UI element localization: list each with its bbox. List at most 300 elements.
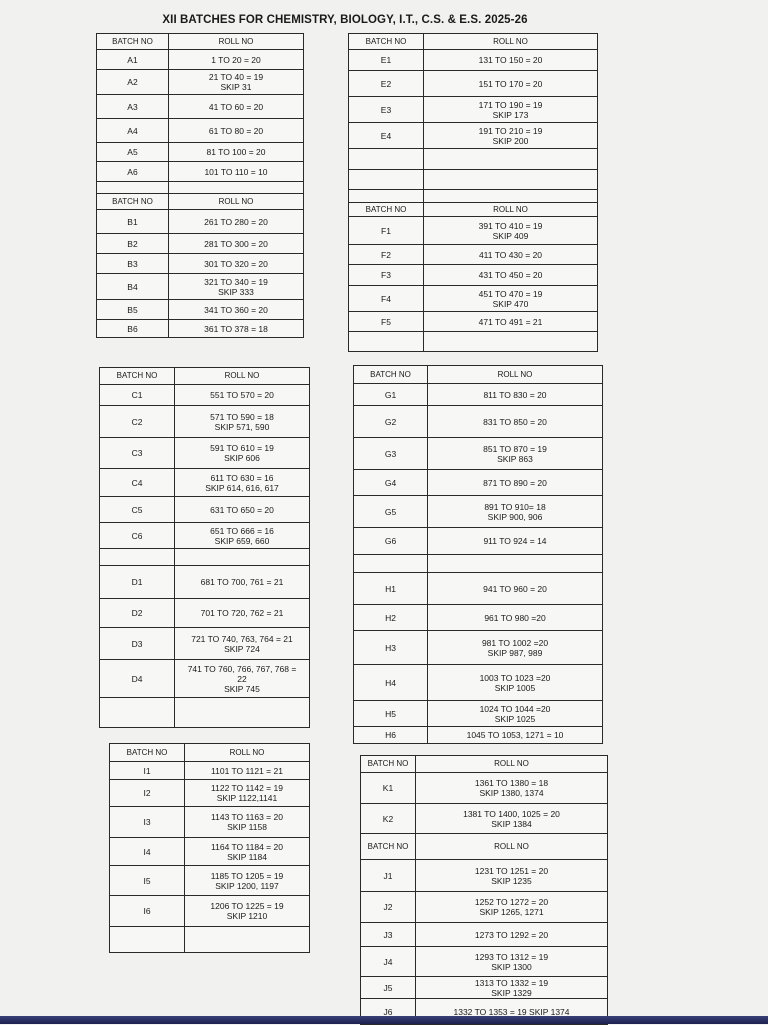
roll-range: 1206 TO 1225 = 19 xyxy=(210,901,284,911)
roll-range: 871 TO 890 = 20 xyxy=(483,477,547,488)
table-header-row xyxy=(349,34,598,50)
skip-note: SKIP 571, 590 xyxy=(214,421,270,432)
roll-range: 1045 TO 1053, 1271 = 10 xyxy=(466,730,564,740)
batch-code: I4 xyxy=(143,846,151,857)
skip-note: SKIP 900, 906 xyxy=(487,511,543,522)
batch-cell xyxy=(349,286,424,312)
batch-code: J2 xyxy=(383,902,393,912)
roll-range: 131 TO 150 = 20 xyxy=(478,55,543,65)
header-batch-no xyxy=(97,34,169,50)
table-row xyxy=(349,312,598,332)
roll-cell xyxy=(169,143,304,162)
batch-cell xyxy=(97,182,169,194)
table-row xyxy=(361,923,608,947)
batch-code: K2 xyxy=(382,813,394,824)
batch-code: G4 xyxy=(384,477,397,488)
table-row xyxy=(354,528,603,555)
skip-note: SKIP 1265, 1271 xyxy=(479,907,544,917)
roll-range: 341 TO 360 = 20 xyxy=(204,304,268,315)
batch-code: D4 xyxy=(131,673,143,684)
table-row xyxy=(100,438,310,469)
batch-cell xyxy=(354,496,428,528)
batch-table-g-h xyxy=(353,365,603,744)
roll-cell xyxy=(424,312,598,332)
batch-code: K1 xyxy=(382,783,394,793)
table-row xyxy=(100,469,310,497)
batch-cell xyxy=(110,866,185,896)
batch-cell xyxy=(354,665,428,701)
batch-cell xyxy=(361,892,416,923)
batch-code: G1 xyxy=(384,389,397,400)
batch-code: I6 xyxy=(143,906,151,916)
table-row xyxy=(97,210,304,234)
roll-cell xyxy=(416,977,608,999)
roll-cell xyxy=(428,470,603,496)
batch-table-e-f xyxy=(348,33,598,352)
table-row xyxy=(349,245,598,265)
batch-code: B4 xyxy=(127,281,138,292)
batch-code: D2 xyxy=(131,608,143,618)
batch-cell xyxy=(354,406,428,438)
batch-cell xyxy=(100,698,175,728)
skip-note: SKIP 863 xyxy=(497,453,533,464)
batch-code: H4 xyxy=(385,677,396,688)
batch-code: A3 xyxy=(127,101,138,112)
batch-code: A2 xyxy=(127,77,138,87)
batch-table-k-j xyxy=(360,755,608,1025)
batch-code: A6 xyxy=(127,166,138,177)
table-row xyxy=(100,660,310,698)
batch-code: H3 xyxy=(385,642,396,653)
roll-range: 651 TO 666 = 16 xyxy=(210,525,274,536)
batch-code: J3 xyxy=(383,929,393,940)
table-row xyxy=(97,162,304,182)
roll-range: 631 TO 650 = 20 xyxy=(210,504,274,515)
table-row xyxy=(354,496,603,528)
batch-code: H6 xyxy=(385,730,396,740)
table-row xyxy=(97,320,304,338)
batch-code: E4 xyxy=(380,130,392,141)
batch-cell xyxy=(361,860,416,892)
table-row xyxy=(349,286,598,312)
roll-range: 81 TO 100 = 20 xyxy=(206,147,266,157)
batch-cell xyxy=(354,555,428,573)
table-row xyxy=(100,628,310,660)
roll-cell xyxy=(428,438,603,470)
batch-table-c-d xyxy=(99,367,310,728)
table-row xyxy=(361,892,608,923)
batch-code: I3 xyxy=(143,817,151,827)
roll-cell xyxy=(175,549,310,566)
roll-cell xyxy=(185,780,310,807)
roll-cell xyxy=(416,947,608,977)
batch-code: A4 xyxy=(127,125,138,136)
batch-cell xyxy=(349,190,424,203)
table-row xyxy=(97,274,304,300)
table-row xyxy=(110,838,310,866)
batch-cell xyxy=(354,438,428,470)
roll-range-continued: 22 xyxy=(237,673,247,684)
roll-cell xyxy=(428,665,603,701)
batch-code: J6 xyxy=(383,1006,393,1017)
table-row xyxy=(349,71,598,97)
roll-cell xyxy=(175,385,310,406)
batch-code: J1 xyxy=(383,870,393,881)
batch-cell xyxy=(97,162,169,182)
roll-range: 361 TO 378 = 18 xyxy=(204,323,268,334)
table-row xyxy=(110,762,310,780)
header-batch-no xyxy=(354,366,428,384)
roll-cell xyxy=(424,286,598,312)
table-row xyxy=(361,860,608,892)
table-row xyxy=(100,406,310,438)
skip-note: SKIP 1235 xyxy=(491,875,532,886)
roll-cell xyxy=(428,528,603,555)
table-row xyxy=(354,384,603,406)
batch-cell xyxy=(361,804,416,834)
batch-cell xyxy=(100,628,175,660)
roll-cell xyxy=(185,762,310,780)
roll-range: 61 TO 80 = 20 xyxy=(208,125,264,136)
roll-cell xyxy=(424,245,598,265)
header-roll-no xyxy=(169,34,304,50)
batch-cell xyxy=(354,701,428,727)
batch-cell xyxy=(349,149,424,170)
roll-range: 831 TO 850 = 20 xyxy=(483,416,547,427)
batch-code: G6 xyxy=(384,536,397,546)
roll-cell xyxy=(428,605,603,631)
header-roll-no xyxy=(175,368,310,385)
batch-cell xyxy=(349,97,424,123)
batch-cell xyxy=(354,605,428,631)
skip-note: SKIP 333 xyxy=(218,286,254,297)
header-batch-no xyxy=(349,203,424,217)
batch-cell xyxy=(100,660,175,698)
batch-cell xyxy=(349,123,424,149)
roll-cell xyxy=(424,71,598,97)
header-roll-no xyxy=(428,366,603,384)
roll-range: 741 TO 760, 766, 767, 768 = xyxy=(187,663,297,674)
table-row xyxy=(354,665,603,701)
table-row xyxy=(97,50,304,70)
batch-cell xyxy=(100,469,175,497)
batch-code: F1 xyxy=(381,225,391,236)
batch-cell xyxy=(97,95,169,119)
batch-code: G3 xyxy=(384,448,397,459)
roll-range: 551 TO 570 = 20 xyxy=(210,390,274,400)
table-row xyxy=(349,265,598,286)
table-row-empty xyxy=(100,698,310,728)
roll-cell xyxy=(169,95,304,119)
batch-code: F2 xyxy=(381,249,391,260)
skip-note: SKIP 606 xyxy=(224,453,260,463)
skip-note: SKIP 659, 660 xyxy=(214,535,270,546)
batch-code: C6 xyxy=(131,530,143,541)
table-row-empty xyxy=(349,332,598,352)
header-batch-no xyxy=(97,194,169,210)
table-row xyxy=(110,780,310,807)
roll-range: 1185 TO 1205 = 19 xyxy=(210,870,284,881)
roll-cell xyxy=(175,523,310,549)
batch-code: D3 xyxy=(131,638,143,649)
roll-no-heading: ROLL NO xyxy=(493,204,528,214)
skip-note: SKIP 1384 xyxy=(491,818,532,829)
roll-cell xyxy=(416,892,608,923)
batch-no-heading: BATCH NO xyxy=(365,204,407,214)
roll-cell xyxy=(428,384,603,406)
batch-cell xyxy=(97,70,169,95)
skip-note: SKIP 1184 xyxy=(227,851,267,862)
batch-cell xyxy=(97,210,169,234)
roll-cell xyxy=(424,332,598,352)
batch-code: B6 xyxy=(127,323,138,334)
roll-cell xyxy=(428,496,603,528)
roll-cell xyxy=(169,300,304,320)
header-roll-no xyxy=(169,194,304,210)
roll-cell xyxy=(175,566,310,599)
roll-cell xyxy=(169,254,304,274)
batch-cell xyxy=(349,71,424,97)
roll-range: 471 TO 491 = 21 xyxy=(478,316,543,327)
roll-range: 941 TO 960 = 20 xyxy=(483,583,547,594)
roll-no-heading: ROLL NO xyxy=(493,36,528,46)
batch-cell xyxy=(110,807,185,838)
header-batch-no xyxy=(361,756,416,773)
roll-cell xyxy=(416,773,608,804)
roll-cell xyxy=(169,70,304,95)
batch-table-a-b xyxy=(96,33,304,338)
roll-cell xyxy=(185,838,310,866)
table-row-empty xyxy=(110,927,310,953)
table-row xyxy=(97,143,304,162)
roll-range: 191 TO 210 = 19 xyxy=(478,125,543,136)
batch-cell xyxy=(100,385,175,406)
table-row xyxy=(97,95,304,119)
roll-no-heading: ROLL NO xyxy=(497,369,533,379)
table-row xyxy=(354,573,603,605)
batch-cell xyxy=(361,773,416,804)
batch-code: B3 xyxy=(127,258,138,269)
roll-range: 1101 TO 1121 = 21 xyxy=(211,765,283,776)
roll-no-heading: ROLL NO xyxy=(218,196,254,206)
roll-cell xyxy=(175,438,310,469)
table-row xyxy=(100,497,310,523)
roll-cell xyxy=(169,162,304,182)
page-title: XII BATCHES FOR CHEMISTRY, BIOLOGY, I.T., C.S. & E.S. 2025-26 xyxy=(162,14,528,26)
roll-range: 891 TO 910= 18 xyxy=(484,501,546,512)
batch-cell xyxy=(100,599,175,628)
roll-range: 431 TO 450 = 20 xyxy=(478,270,543,280)
table-row xyxy=(349,97,598,123)
batch-code: E2 xyxy=(380,78,392,89)
roll-cell xyxy=(428,701,603,727)
batch-code: C1 xyxy=(131,390,143,400)
batch-code: C5 xyxy=(131,504,143,515)
roll-range: 981 TO 1002 =20 xyxy=(481,637,549,648)
table-row-empty xyxy=(349,149,598,170)
roll-cell xyxy=(175,698,310,728)
table-row xyxy=(354,406,603,438)
table-row xyxy=(361,947,608,977)
batch-code: J5 xyxy=(383,982,393,993)
table-row xyxy=(97,119,304,143)
roll-cell xyxy=(428,555,603,573)
roll-range: 261 TO 280 = 20 xyxy=(204,216,268,227)
roll-range: 1122 TO 1142 = 19 xyxy=(211,783,283,793)
batch-code: C2 xyxy=(131,416,143,427)
roll-range: 1003 TO 1023 =20 xyxy=(479,672,551,683)
roll-cell xyxy=(428,406,603,438)
roll-cell xyxy=(424,190,598,203)
roll-range: 301 TO 320 = 20 xyxy=(204,258,268,269)
header-batch-no xyxy=(361,834,416,860)
batch-cell xyxy=(349,265,424,286)
batch-code: H1 xyxy=(385,583,396,594)
roll-range: 1 TO 20 = 20 xyxy=(211,54,261,65)
batch-cell xyxy=(361,923,416,947)
roll-range: 811 TO 830 = 20 xyxy=(483,389,547,400)
roll-range: 1381 TO 1400, 1025 = 20 xyxy=(463,808,560,819)
skip-note: SKIP 1158 xyxy=(227,822,267,832)
batch-cell xyxy=(110,762,185,780)
table-row xyxy=(349,217,598,245)
batch-no-heading: BATCH NO xyxy=(112,36,153,46)
roll-range: 1231 TO 1251 = 20 xyxy=(474,865,549,876)
batch-code: F5 xyxy=(381,316,391,327)
table-header-row xyxy=(97,34,304,50)
batch-cell xyxy=(349,332,424,352)
batch-cell xyxy=(100,549,175,566)
table-row-empty xyxy=(100,549,310,566)
roll-range: 961 TO 980 =20 xyxy=(484,612,546,623)
batch-no-heading: BATCH NO xyxy=(367,841,409,851)
roll-range: 1361 TO 1380 = 18 xyxy=(474,778,549,788)
roll-range: 1164 TO 1184 = 20 xyxy=(211,841,283,852)
roll-range: 391 TO 410 = 19 xyxy=(478,220,543,231)
table-row xyxy=(100,566,310,599)
table-row xyxy=(100,599,310,628)
roll-cell xyxy=(424,217,598,245)
table-header-row xyxy=(361,834,608,860)
roll-cell xyxy=(169,274,304,300)
roll-cell xyxy=(428,631,603,665)
batch-no-heading: BATCH NO xyxy=(365,36,407,46)
batch-cell xyxy=(361,947,416,977)
batch-code: A1 xyxy=(127,54,138,65)
batch-code: B2 xyxy=(127,238,138,249)
roll-range: 41 TO 60 = 20 xyxy=(208,101,264,112)
table-row xyxy=(361,773,608,804)
roll-range: 281 TO 300 = 20 xyxy=(204,238,268,249)
roll-range: 571 TO 590 = 18 xyxy=(210,411,274,422)
batch-cell xyxy=(97,300,169,320)
skip-note: SKIP 1329 xyxy=(491,987,532,998)
batch-code: I5 xyxy=(143,875,151,886)
roll-range: 1024 TO 1044 =20 xyxy=(479,703,551,714)
header-batch-no xyxy=(349,34,424,50)
roll-range: 1252 TO 1272 = 20 xyxy=(474,897,549,907)
batch-cell xyxy=(110,896,185,927)
batch-code: F3 xyxy=(381,270,391,280)
batch-code: I2 xyxy=(143,788,151,798)
batch-no-heading: BATCH NO xyxy=(370,369,411,379)
roll-no-heading: ROLL NO xyxy=(229,747,265,757)
batch-code: C3 xyxy=(131,448,143,458)
roll-no-heading: ROLL NO xyxy=(224,371,260,380)
batch-code: H2 xyxy=(385,612,396,623)
batch-cell xyxy=(349,217,424,245)
batch-cell xyxy=(97,274,169,300)
roll-cell xyxy=(175,469,310,497)
roll-range: 611 TO 630 = 16 xyxy=(210,472,274,483)
batch-cell xyxy=(100,566,175,599)
batch-code: G5 xyxy=(384,506,397,517)
roll-cell xyxy=(424,97,598,123)
skip-note: SKIP 470 xyxy=(492,298,529,309)
roll-cell xyxy=(169,50,304,70)
batch-code: B5 xyxy=(127,304,138,315)
skip-note: SKIP 409 xyxy=(492,230,529,241)
table-row xyxy=(361,804,608,834)
batch-code: J4 xyxy=(383,956,393,967)
table-row xyxy=(97,300,304,320)
skip-note: SKIP 1122,1141 xyxy=(216,793,278,803)
skip-note: SKIP 1200, 1197 xyxy=(215,880,279,891)
batch-cell xyxy=(100,497,175,523)
batch-code: G2 xyxy=(384,416,397,427)
skip-note: SKIP 724 xyxy=(224,643,260,654)
batch-cell xyxy=(354,470,428,496)
table-row xyxy=(110,807,310,838)
roll-cell xyxy=(175,497,310,523)
batch-cell xyxy=(354,573,428,605)
table-row xyxy=(354,470,603,496)
roll-cell xyxy=(185,866,310,896)
skip-note: SKIP 745 xyxy=(224,683,260,694)
table-row-empty xyxy=(97,182,304,194)
roll-cell xyxy=(185,807,310,838)
batch-cell xyxy=(100,523,175,549)
roll-range: 321 TO 340 = 19 xyxy=(204,276,268,287)
batch-cell xyxy=(110,838,185,866)
roll-no-heading: ROLL NO xyxy=(494,841,529,851)
batch-cell xyxy=(110,927,185,953)
batch-code: E1 xyxy=(380,55,392,65)
table-row xyxy=(100,385,310,406)
skip-note: SKIP 31 xyxy=(220,82,252,92)
roll-cell xyxy=(428,573,603,605)
header-roll-no xyxy=(424,203,598,217)
table-row xyxy=(354,727,603,744)
batch-code: D1 xyxy=(131,577,143,587)
batch-cell xyxy=(349,312,424,332)
table-row xyxy=(354,438,603,470)
roll-range: 1273 TO 1292 = 20 xyxy=(474,929,549,940)
roll-cell xyxy=(424,149,598,170)
roll-cell xyxy=(428,727,603,744)
roll-cell xyxy=(169,182,304,194)
table-row xyxy=(349,50,598,71)
roll-cell xyxy=(424,170,598,190)
roll-cell xyxy=(416,860,608,892)
table-row xyxy=(97,254,304,274)
roll-cell xyxy=(169,320,304,338)
table-header-row xyxy=(97,194,304,210)
skip-note: SKIP 1210 xyxy=(226,911,268,921)
table-row xyxy=(361,977,608,999)
skip-note: SKIP 1380, 1374 xyxy=(479,788,544,798)
batch-code: H5 xyxy=(385,708,396,719)
